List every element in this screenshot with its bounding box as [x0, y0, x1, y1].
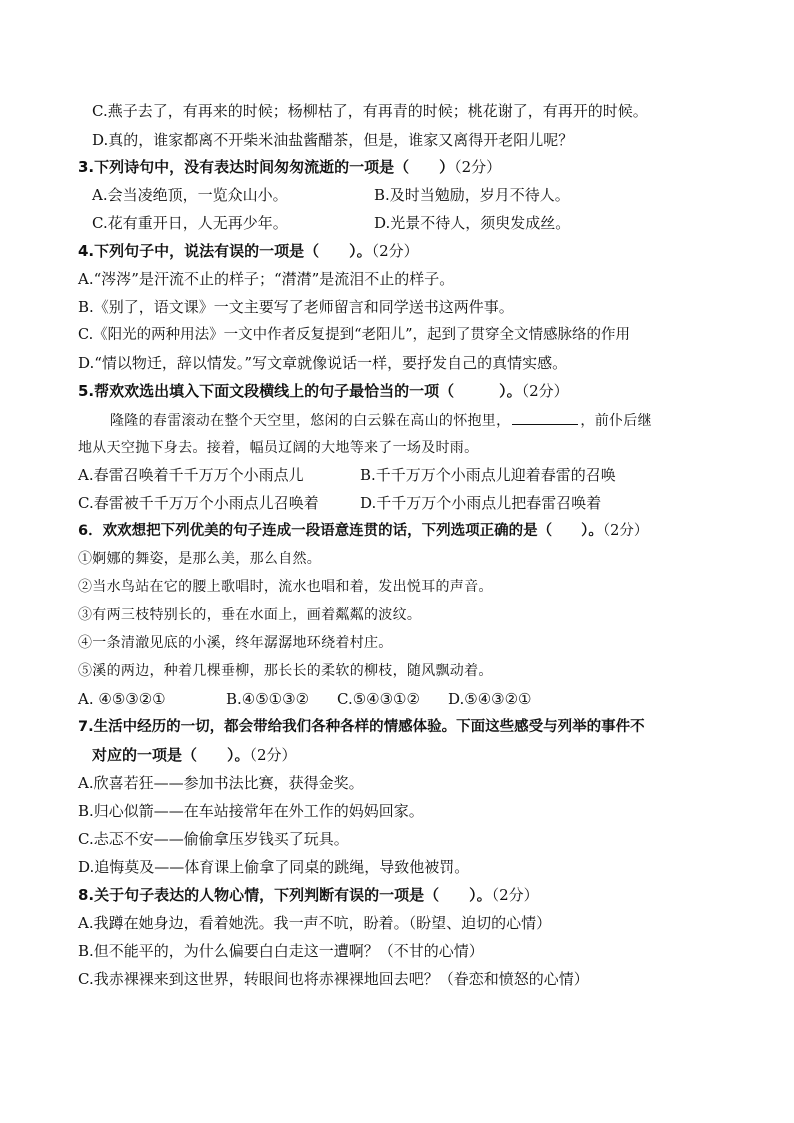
- q5-stem: 5.帮欢欢选出填入下面文段横线上的句子最恰当的一项（ ）。（2分）: [78, 382, 569, 400]
- q8-option-b: B.但不能平的，为什么偏要白白走这一遭啊？（不甘的心情）: [78, 942, 484, 960]
- q5-answer-blank: [512, 410, 578, 425]
- q2-option-c: C.燕子去了，有再来的时候；杨柳枯了，有再青的时候；桃花谢了，有再开的时候。: [92, 102, 648, 120]
- q7-option-a: A.欣喜若狂——参加书法比赛，获得金奖。: [78, 774, 364, 792]
- q8-option-a: A.我蹲在她身边，看着她洗。我一声不吭，盼着。（盼望、迫切的心情）: [78, 914, 552, 932]
- q3-option-b: B.及时当勉励，岁月不待人。: [374, 186, 570, 204]
- q8-stem: 8.关于句子表达的人物心情，下列判断有误的一项是（ ）。（2分）: [78, 886, 539, 904]
- q5-option-b: B.千千万万个小雨点儿迎着春雷的召唤: [360, 466, 616, 484]
- q3-stem: 3.下列诗句中，没有表达时间匆匆流逝的一项是（ ）（2分）: [78, 158, 502, 176]
- q4-option-b: B.《别了，语文课》一文主要写了老师留言和同学送书这两件事。: [78, 298, 514, 316]
- q5-option-c: C.春雷被千千万万个小雨点儿召唤着: [78, 494, 319, 512]
- q7-stem-line-2: 对应的一项是（ ）。（2分）: [92, 746, 297, 764]
- q6-sentence-1: ①婀娜的舞姿，是那么美，那么自然。: [78, 551, 322, 567]
- q6-sentence-2: ②当水鸟站在它的腰上歌唱时，流水也唱和着，发出悦耳的声音。: [78, 579, 493, 595]
- q4-stem: 4.下列句子中，说法有误的一项是（ ）。（2分）: [78, 242, 419, 260]
- q8-option-c: C.我赤裸裸来到这世界，转眼间也将赤裸裸地回去吧？（眷恋和愤怒的心情）: [78, 970, 589, 988]
- q7-option-d: D.追悔莫及——体育课上偷拿了同桌的跳绳，导致他被罚。: [78, 858, 470, 876]
- q5-option-d: D.千千万万个小雨点儿把春雷召唤着: [360, 494, 602, 512]
- q3-option-d: D.光景不待人，须臾发成丝。: [374, 214, 571, 232]
- q6-stem: 6．欢欢想把下列优美的句子连成一段语意连贯的话，下列选项正确的是（ ）。（2分）: [78, 523, 649, 539]
- q7-option-c: C.忐忑不安——偷偷拿压岁钱买了玩具。: [78, 830, 349, 848]
- q6-option-b: B.④⑤①③②: [226, 690, 310, 708]
- q6-sentence-4: ④一条清澈见底的小溪，终年潺潺地环绕着村庄。: [78, 635, 393, 651]
- q5-passage-line-2: 地从天空抛下身去。接着，幅员辽阔的大地等来了一场及时雨。: [78, 440, 479, 456]
- q2-option-d: D.真的，谁家都离不开柴米油盐酱醋茶，但是，谁家又离得开老阳儿呢？: [92, 131, 574, 149]
- q5-passage-line-1: 隆隆的春雷滚动在整个天空里，悠闲的白云躲在高山的怀抱里， ，前仆后继: [110, 410, 652, 431]
- q3-option-a: A.会当凌绝顶，一览众山小。: [92, 186, 288, 204]
- q6-sentence-3: ③有两三枝特别长的，垂在水面上，画着粼粼的波纹。: [78, 607, 422, 623]
- q4-option-d: D.“情以物迁，辞以情发。”写文章就像说话一样，要抒发自己的真情实感。: [78, 354, 568, 372]
- q3-option-c: C.花有重开日，人无再少年。: [92, 214, 288, 232]
- q4-option-c: C.《阳光的两种用法》一文中作者反复提到“老阳儿”，起到了贯穿全文情感脉络的作用: [78, 327, 631, 343]
- q7-stem-line-1: 7.生活中经历的一切，都会带给我们各种各样的情感体验。下面这些感受与列举的事件不: [78, 719, 645, 735]
- q7-option-b: B.归心似箭——在车站接常年在外工作的妈妈回家。: [78, 802, 424, 820]
- q6-option-d: D.⑤④③②①: [448, 690, 532, 708]
- q5-option-a: A.春雷召唤着千千万万个小雨点儿: [78, 466, 304, 484]
- q6-option-a: A. ④⑤③②①: [78, 690, 166, 708]
- q6-sentence-5: ⑤溪的两边，种着几棵垂柳，那长长的柔软的柳枝，随风飘动着。: [78, 663, 493, 679]
- q6-option-c: C.⑤④③①②: [337, 690, 420, 708]
- q4-option-a: A.“涔涔”是汗流不止的样子；“潸潸”是流泪不止的样子。: [78, 270, 455, 288]
